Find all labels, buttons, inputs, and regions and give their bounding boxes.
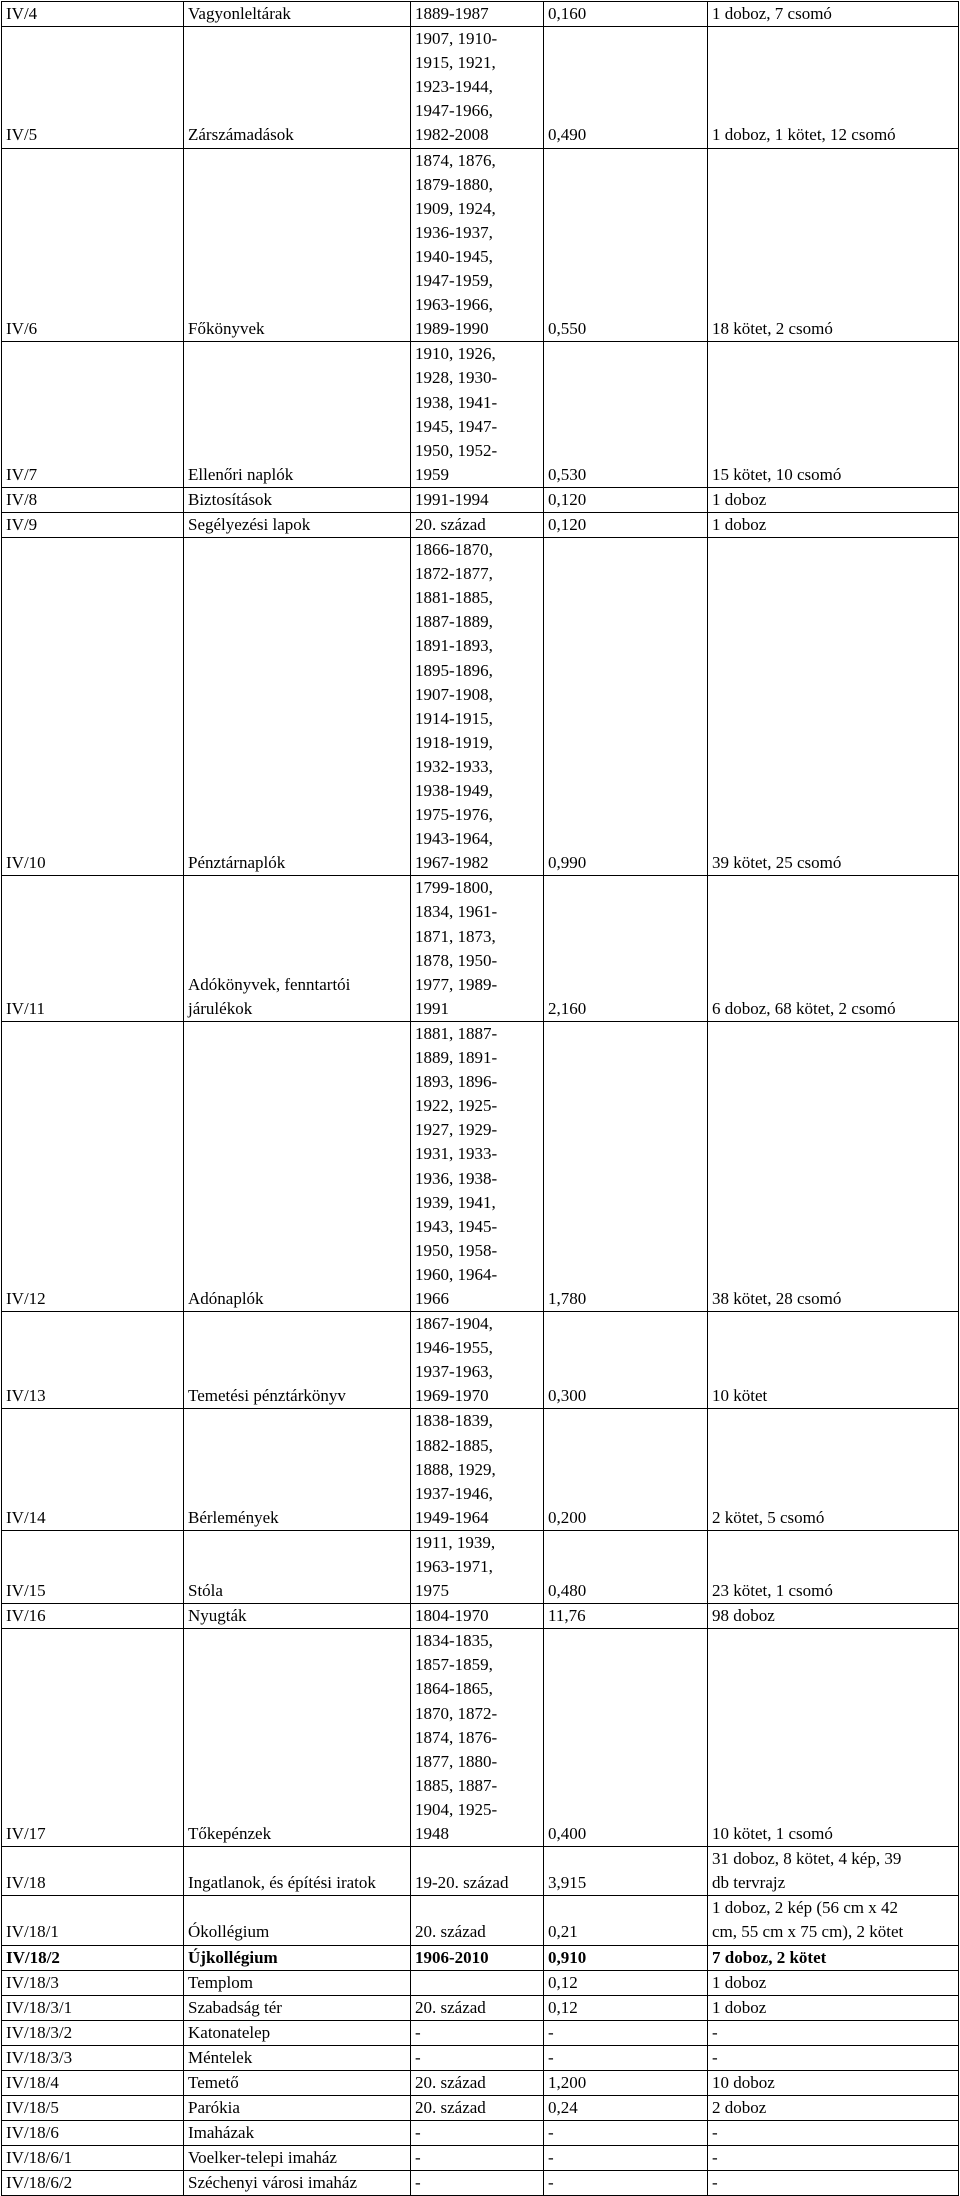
extent-cell: 0,200 <box>544 1409 708 1530</box>
extent-cell: 11,76 <box>544 1604 708 1629</box>
table-row <box>2 1409 959 1530</box>
series-code-cell: IV/18/5 <box>2 2096 184 2121</box>
series-code-cell: IV/4 <box>2 2 184 27</box>
units-cell: 2 kötet, 5 csomó <box>708 1409 959 1530</box>
series-code-cell: IV/18 <box>2 1847 184 1896</box>
series-title-cell: Segélyezési lapok <box>184 512 411 537</box>
units-cell: - <box>708 2146 959 2171</box>
series-title-cell: Imaházak <box>184 2121 411 2146</box>
units-cell: 10 doboz <box>708 2070 959 2095</box>
series-title-cell: Zárszámadások <box>184 27 411 148</box>
series-code-cell: IV/18/2 <box>2 1945 184 1970</box>
inventory-table-body <box>2 2 959 2196</box>
units-cell: 23 kötet, 1 csomó <box>708 1530 959 1603</box>
series-code-cell: IV/14 <box>2 1409 184 1530</box>
extent-cell: 0,490 <box>544 27 708 148</box>
extent-cell: - <box>544 2146 708 2171</box>
series-code-cell: IV/8 <box>2 487 184 512</box>
units-cell: 38 kötet, 28 csomó <box>708 1021 959 1311</box>
units-cell: 1 doboz, 7 csomó <box>708 2 959 27</box>
series-title-cell: Stóla <box>184 1530 411 1603</box>
units-cell: 7 doboz, 2 kötet <box>708 1945 959 1970</box>
table-row <box>2 27 959 148</box>
table-row <box>2 1995 959 2020</box>
extent-cell: 0,910 <box>544 1945 708 1970</box>
table-row <box>2 1629 959 1847</box>
series-title-cell: Széchenyi városi imaház <box>184 2171 411 2196</box>
series-title-cell: Pénztárnaplók <box>184 538 411 876</box>
units-cell: 10 kötet, 1 csomó <box>708 1629 959 1847</box>
units-cell: 1 doboz <box>708 1995 959 2020</box>
series-title-cell: Ingatlanok, és építési iratok <box>184 1847 411 1896</box>
table-row <box>2 2 959 27</box>
series-title-cell: Ellenőri naplók <box>184 342 411 488</box>
series-code-cell: IV/17 <box>2 1629 184 1847</box>
table-row <box>2 2020 959 2045</box>
extent-cell: 1,780 <box>544 1021 708 1311</box>
series-title-cell: Voelker-telepi imaház <box>184 2146 411 2171</box>
units-cell: 31 doboz, 8 kötet, 4 kép, 39 db tervrajz <box>708 1847 959 1896</box>
years-cell <box>411 1970 544 1995</box>
table-row <box>2 2045 959 2070</box>
years-cell: 20. század <box>411 2096 544 2121</box>
series-title-cell: Újkollégium <box>184 1945 411 1970</box>
table-row <box>2 1312 959 1409</box>
series-code-cell: IV/18/4 <box>2 2070 184 2095</box>
series-title-cell: Tőkepénzek <box>184 1629 411 1847</box>
series-code-cell: IV/12 <box>2 1021 184 1311</box>
series-title-cell: Vagyonleltárak <box>184 2 411 27</box>
series-code-cell: IV/18/6 <box>2 2121 184 2146</box>
years-cell: - <box>411 2146 544 2171</box>
extent-cell: 0,120 <box>544 487 708 512</box>
extent-cell: - <box>544 2045 708 2070</box>
extent-cell: - <box>544 2020 708 2045</box>
units-cell: 1 doboz <box>708 487 959 512</box>
series-code-cell: IV/18/6/2 <box>2 2171 184 2196</box>
years-cell: - <box>411 2020 544 2045</box>
table-row <box>2 342 959 488</box>
series-title-cell: Ókollégium <box>184 1896 411 1945</box>
series-code-cell: IV/5 <box>2 27 184 148</box>
series-code-cell: IV/9 <box>2 512 184 537</box>
series-title-cell: Temetési pénztárkönyv <box>184 1312 411 1409</box>
years-cell: 1911, 1939, 1963-1971, 1975 <box>411 1530 544 1603</box>
table-row <box>2 1945 959 1970</box>
series-title-cell: Méntelek <box>184 2045 411 2070</box>
table-row <box>2 2070 959 2095</box>
table-row <box>2 1896 959 1945</box>
extent-cell: 0,160 <box>544 2 708 27</box>
series-code-cell: IV/18/1 <box>2 1896 184 1945</box>
years-cell: 1874, 1876, 1879-1880, 1909, 1924, 1936-1937, 1940-1945, 1947-1959, 1963-1966, 1989-1990 <box>411 148 544 342</box>
series-title-cell: Adókönyvek, fenntartói járulékok <box>184 876 411 1022</box>
series-code-cell: IV/18/3 <box>2 1970 184 1995</box>
extent-cell: 2,160 <box>544 876 708 1022</box>
units-cell: 18 kötet, 2 csomó <box>708 148 959 342</box>
extent-cell: 0,12 <box>544 1995 708 2020</box>
years-cell: 20. század <box>411 1995 544 2020</box>
series-title-cell: Bérlemények <box>184 1409 411 1530</box>
units-cell: 1 doboz, 2 kép (56 cm x 42 cm, 55 cm x 75 cm), 2 kötet <box>708 1896 959 1945</box>
table-row <box>2 1021 959 1311</box>
years-cell: - <box>411 2121 544 2146</box>
series-code-cell: IV/16 <box>2 1604 184 1629</box>
extent-cell: - <box>544 2171 708 2196</box>
units-cell: 98 doboz <box>708 1604 959 1629</box>
table-row <box>2 1970 959 1995</box>
series-code-cell: IV/18/6/1 <box>2 2146 184 2171</box>
series-code-cell: IV/10 <box>2 538 184 876</box>
units-cell: 6 doboz, 68 kötet, 2 csomó <box>708 876 959 1022</box>
years-cell: 1907, 1910- 1915, 1921, 1923-1944, 1947-1966, 1982-2008 <box>411 27 544 148</box>
years-cell: 1910, 1926, 1928, 1930- 1938, 1941- 1945, 1947- 1950, 1952- 1959 <box>411 342 544 488</box>
extent-cell: 3,915 <box>544 1847 708 1896</box>
years-cell: 1991-1994 <box>411 487 544 512</box>
units-cell: - <box>708 2171 959 2196</box>
units-cell: 39 kötet, 25 csomó <box>708 538 959 876</box>
extent-cell: 0,21 <box>544 1896 708 1945</box>
extent-cell: 0,120 <box>544 512 708 537</box>
years-cell: 1834-1835, 1857-1859, 1864-1865, 1870, 1872- 1874, 1876- 1877, 1880- 1885, 1887- 1904, 1925- 1948 <box>411 1629 544 1847</box>
units-cell: 1 doboz <box>708 1970 959 1995</box>
series-title-cell: Szabadság tér <box>184 1995 411 2020</box>
table-row <box>2 876 959 1022</box>
years-cell: 1799-1800, 1834, 1961- 1871, 1873, 1878, 1950- 1977, 1989- 1991 <box>411 876 544 1022</box>
series-title-cell: Biztosítások <box>184 487 411 512</box>
series-title-cell: Parókia <box>184 2096 411 2121</box>
units-cell: 1 doboz, 1 kötet, 12 csomó <box>708 27 959 148</box>
table-row <box>2 512 959 537</box>
series-code-cell: IV/13 <box>2 1312 184 1409</box>
table-row <box>2 1604 959 1629</box>
units-cell: 2 doboz <box>708 2096 959 2121</box>
extent-cell: 0,550 <box>544 148 708 342</box>
years-cell: 1804-1970 <box>411 1604 544 1629</box>
series-code-cell: IV/18/3/1 <box>2 1995 184 2020</box>
series-code-cell: IV/6 <box>2 148 184 342</box>
series-title-cell: Templom <box>184 1970 411 1995</box>
series-code-cell: IV/11 <box>2 876 184 1022</box>
table-row <box>2 487 959 512</box>
table-row <box>2 538 959 876</box>
years-cell: 1866-1870, 1872-1877, 1881-1885, 1887-1889, 1891-1893, 1895-1896, 1907-1908, 1914-1915, 1918-1919, 1932-1933, 1938-1949, 1975-1976, 1943-1964, 1967-1982 <box>411 538 544 876</box>
years-cell: 20. század <box>411 1896 544 1945</box>
table-row <box>2 2171 959 2196</box>
units-cell: - <box>708 2121 959 2146</box>
series-code-cell: IV/15 <box>2 1530 184 1603</box>
years-cell: 1906-2010 <box>411 1945 544 1970</box>
table-row <box>2 2146 959 2171</box>
extent-cell: 0,990 <box>544 538 708 876</box>
years-cell: 1867-1904, 1946-1955, 1937-1963, 1969-1970 <box>411 1312 544 1409</box>
series-code-cell: IV/7 <box>2 342 184 488</box>
extent-cell: 0,400 <box>544 1629 708 1847</box>
units-cell: 1 doboz <box>708 512 959 537</box>
years-cell: 20. század <box>411 512 544 537</box>
series-title-cell: Főkönyvek <box>184 148 411 342</box>
inventory-table <box>1 1 959 2196</box>
years-cell: - <box>411 2045 544 2070</box>
extent-cell: 0,12 <box>544 1970 708 1995</box>
table-row <box>2 2121 959 2146</box>
series-title-cell: Adónaplók <box>184 1021 411 1311</box>
units-cell: - <box>708 2020 959 2045</box>
extent-cell: 0,24 <box>544 2096 708 2121</box>
extent-cell: 0,480 <box>544 1530 708 1603</box>
extent-cell: 0,530 <box>544 342 708 488</box>
units-cell: 15 kötet, 10 csomó <box>708 342 959 488</box>
units-cell: - <box>708 2045 959 2070</box>
extent-cell: 1,200 <box>544 2070 708 2095</box>
years-cell: 1838-1839, 1882-1885, 1888, 1929, 1937-1946, 1949-1964 <box>411 1409 544 1530</box>
table-row <box>2 1530 959 1603</box>
table-row <box>2 1847 959 1896</box>
series-title-cell: Nyugták <box>184 1604 411 1629</box>
extent-cell: - <box>544 2121 708 2146</box>
extent-cell: 0,300 <box>544 1312 708 1409</box>
years-cell: 1881, 1887- 1889, 1891- 1893, 1896- 1922, 1925- 1927, 1929- 1931, 1933- 1936, 1938- 1939, 1941, 1943, 1945- 1950, 1958- 1960, 1964- 1966 <box>411 1021 544 1311</box>
units-cell: 10 kötet <box>708 1312 959 1409</box>
years-cell: - <box>411 2171 544 2196</box>
years-cell: 1889-1987 <box>411 2 544 27</box>
series-title-cell: Temető <box>184 2070 411 2095</box>
series-code-cell: IV/18/3/3 <box>2 2045 184 2070</box>
years-cell: 19-20. század <box>411 1847 544 1896</box>
series-title-cell: Katonatelep <box>184 2020 411 2045</box>
table-row <box>2 2096 959 2121</box>
years-cell: 20. század <box>411 2070 544 2095</box>
series-code-cell: IV/18/3/2 <box>2 2020 184 2045</box>
table-row <box>2 148 959 342</box>
